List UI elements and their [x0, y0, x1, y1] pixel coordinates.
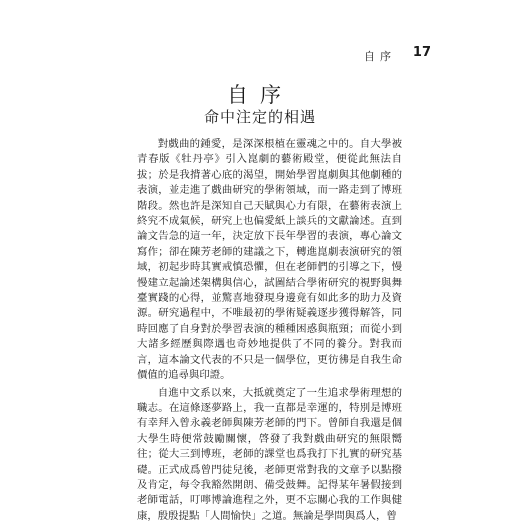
chapter-subtitle: 命中注定的相遇	[203, 108, 316, 126]
running-head: 自序	[364, 50, 396, 63]
page-number: 17	[412, 45, 431, 60]
body-text	[137, 137, 402, 526]
paragraph: 對戲曲的鍾愛，是深深根植在靈魂之中的。自大學被青春版《牡丹亭》引入崑劇的藝術殿堂，便從此無法自拔；於是我揹著心底的渴望，開始學習崑劇與其他劇種的表演，並走進了戲曲研究的學術領域，而一路走到了博班階段。然也許是深知自己天賦與心力有限，在藝術表演上終究不成氣候，研究上也偏愛紙上談兵的文獻論述。直到論文告急的這一年，決定放下長年學習的表演，專心論文寫作；卻在陳芳老師的建議之下，轉進崑劇表演研究的領域，初起步時其實戒慎恐懼，但在老師們的引導之下，慢慢建立起論述架構與信心，試圖結合學術研究的視野與舞臺實踐的心得，並驚喜地發現身邊竟有如此多的助力及資源。研究過程中，不唯最初的學術疑義逐步獲得解答，同時回應了自身對於學習表演的種種困惑與瓶頸；而從小到大諸多經歷與際遇也奇妙地提供了不同的養分。對我而言，這本論文代表的不只是一個學位，更彷彿是自我生命價值的追尋與印證。	[137, 138, 402, 382]
paragraph: 自進中文系以來，大抵就奠定了一生追求學術理想的職志。在這條逐夢路上，我一直都是幸運的，特別是博班有幸拜入曾永義老師與陳芳老師的門下。曾師自我還是個大學生時便常鼓勵關懷，啓發了我對戲曲研究的無限嚮往；從大三到博班，老師的課堂也爲我打下扎實的研究基礎。正式成爲曾門徒兒後，老師更常對我的文章予以點撥及肯定，每令我豁然開朗、備受鼓舞。記得某年暑假接到老師電話，叮嚀博論進程之外，更不忘關心我的工作與健康，殷殷提點「人間愉快」之道。無論是學問與爲人，曾	[137, 386, 402, 522]
chapter-title: 自序	[227, 83, 293, 107]
